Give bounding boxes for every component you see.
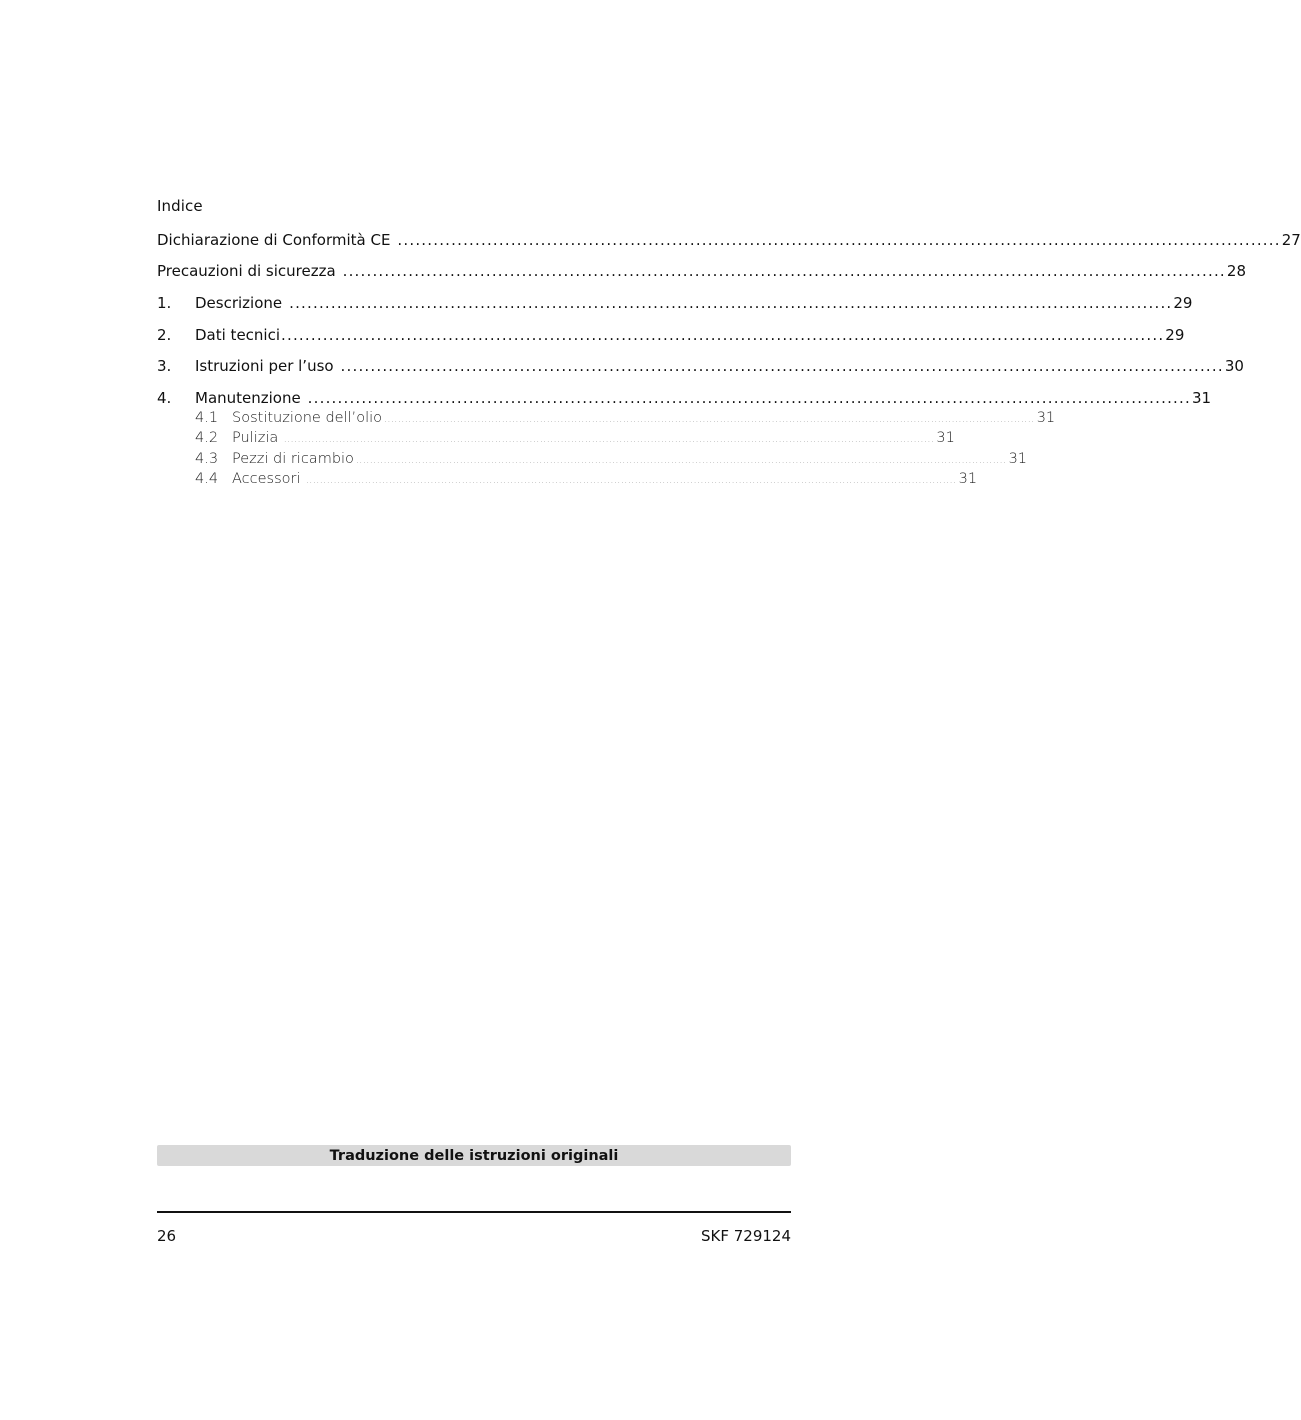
toc-subentry[interactable] xyxy=(195,451,1028,469)
toc-leader-dots: ............................................................................................................................................................................................ xyxy=(355,456,1007,466)
toc-entry[interactable] xyxy=(157,231,1301,251)
toc-entry-page: 29 xyxy=(1173,294,1193,312)
toc-leader-dots: ............................................................................................................................................................................................ xyxy=(384,415,1035,425)
toc-entry[interactable] xyxy=(157,357,1244,377)
toc-leader-dots: .................................................................................................................................................... xyxy=(334,357,1224,375)
toc-entry-page: 28 xyxy=(1226,262,1246,280)
toc-subentry-label: Accessori xyxy=(232,471,301,487)
toc-subentry-label: Pulizia xyxy=(232,430,279,446)
toc-entry-label: Istruzioni per l’uso xyxy=(195,357,334,375)
toc-subentry-number: 4.1 xyxy=(195,410,219,426)
toc-subentry-number: 4.4 xyxy=(195,471,219,487)
footer-rule xyxy=(157,1211,791,1213)
toc-leader-dots: .................................................................................................................................................... xyxy=(283,294,1173,312)
toc-leader-dots: ............................................................................................................................................................................................ xyxy=(280,435,935,445)
footer-document-id: SKF 729124 xyxy=(700,1227,791,1245)
translation-note-bar xyxy=(157,1145,791,1166)
toc-subentry-label: Sostituzione dell’olio xyxy=(232,410,383,426)
toc-entry-page: 27 xyxy=(1281,231,1301,249)
toc-entry-label: Descrizione xyxy=(195,294,283,312)
toc-entry-page: 31 xyxy=(1191,389,1212,407)
toc-entry[interactable] xyxy=(157,262,1246,282)
toc-entry-label: Manutenzione xyxy=(195,389,301,407)
toc-entry-number: 4. xyxy=(157,389,172,407)
toc-entry-page: 29 xyxy=(1165,326,1185,344)
toc-leader-dots: .................................................................................................................................................... xyxy=(336,262,1226,280)
toc-entry[interactable] xyxy=(157,389,1212,409)
toc-subentry[interactable] xyxy=(195,430,955,448)
toc-leader-dots: ............................................................................................................................................................................................ xyxy=(302,476,957,486)
toc-entry[interactable] xyxy=(157,326,1185,346)
toc-leader-dots: .................................................................................................................................................... xyxy=(281,326,1165,344)
footer-page-number: 26 xyxy=(157,1227,177,1245)
toc-subentry-label: Pezzi di ricambio xyxy=(232,451,354,467)
toc-entry[interactable] xyxy=(157,294,1193,314)
toc-subentry[interactable] xyxy=(195,410,1056,428)
toc-entry-number: 1. xyxy=(157,294,172,312)
toc-entry-label: Dati tecnici xyxy=(195,326,281,344)
toc-leader-dots: .................................................................................................................................................... xyxy=(301,389,1191,407)
toc-subentry[interactable] xyxy=(195,471,978,489)
toc-subentry-page: 31 xyxy=(936,430,955,446)
toc-subentry-page: 31 xyxy=(1036,410,1056,426)
toc-entry-label: Dichiarazione di Conformità CE xyxy=(157,231,391,249)
toc-subentry-page: 31 xyxy=(958,471,978,487)
toc-title: Indice xyxy=(157,197,203,215)
toc-entry-number: 2. xyxy=(157,326,172,344)
toc-subentry-page: 31 xyxy=(1008,451,1028,467)
toc-entry-label: Precauzioni di sicurezza xyxy=(157,262,336,280)
toc-subentry-number: 4.2 xyxy=(195,430,219,446)
toc-leader-dots: .................................................................................................................................................... xyxy=(391,231,1281,249)
toc-entry-number: 3. xyxy=(157,357,172,375)
translation-note: Traduzione delle istruzioni originali xyxy=(329,1147,619,1164)
toc-entry-page: 30 xyxy=(1224,357,1244,375)
toc-subentry-number: 4.3 xyxy=(195,451,219,467)
